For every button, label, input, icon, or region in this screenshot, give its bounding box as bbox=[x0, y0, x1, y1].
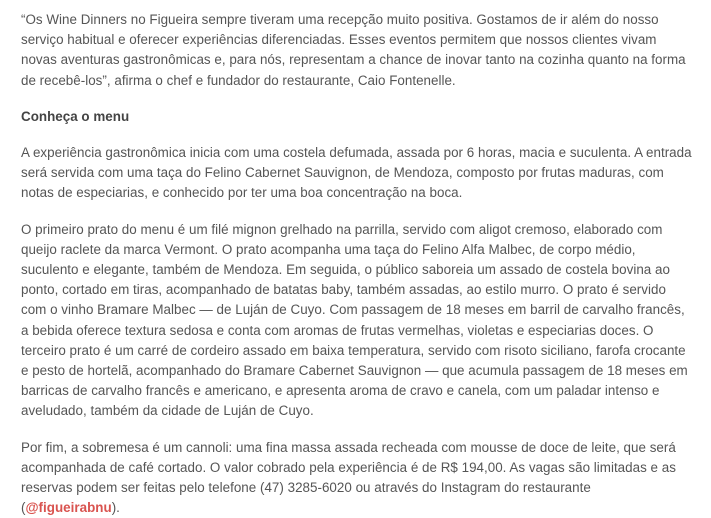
instagram-handle-link[interactable]: @figueirabnu bbox=[25, 500, 112, 516]
closing-paragraph bbox=[21, 438, 693, 518]
menu-heading: Conheça o menu bbox=[21, 108, 130, 124]
closing-text: Por fim, a sobremesa é um cannoli: uma fina massa assada recheada com mousse de doce de leite, que será acompanhada de café cortado. O valor cobrado pela experiência é de R$ 194,00. As vagas são limitadas e as reservas podem ser feitas pelo telefone (47) 3285-6020 ou através do Instagram do restaurante ( bbox=[21, 439, 676, 516]
quote-paragraph: “Os Wine Dinners no Figueira sempre tiveram uma recepção muito positiva. Gostamos de ir além do nosso serviço habitual e oferecer experiências diferenciadas. Esses eventos permitem que nossos clientes vivam novas aventuras gastronômicas e, para nós, representam a chance de inovar tanto na cozinha quanto na forma de recebê-los”, afirma o chef e fundador do restaurante, Caio Fontenelle. bbox=[21, 12, 686, 88]
intro-paragraph: A experiência gastronômica inicia com uma costela defumada, assada por 6 horas, macia e suculenta. A entrada será servida com uma taça do Felino Cabernet Sauvignon, de Mendoza, composto por frutas maduras, com notas de especiarias, e conhecido por ter uma boa concentração na boca. bbox=[21, 145, 692, 201]
closing-suffix: ). bbox=[111, 500, 120, 516]
courses-paragraph: O primeiro prato do menu é um filé mignon grelhado na parrilla, servido com aligot cremoso, elaborado com queijo raclete da marca Vermont. O prato acompanha uma taça do Felino Alfa Malbec, de corpo médio, suculento e elegante, também de Mendoza. Em seguida, o público saboreia um assado de costela bovina ao ponto, cortado em tiras, acompanhado de batatas baby, também assadas, ao estilo murro. O prato é servido com o vinho Bramare Malbec — de Luján de Cuyo. Com passagem de 18 meses em barril de carvalho francês, a bebida oferece textura sedosa e conta com aromas de frutas vermelhas, violetas e especiarias doces. O terceiro prato é um carré de cordeiro assado em baixa temperatura, servido com risoto siciliano, farofa crocante e pesto de hortelã, acompanhado do Bramare Cabernet Sauvignon — que acumula passagem de 18 meses em barricas de carvalho francês e americano, e apresenta aroma de cravo e canela, com um paladar intenso e aveludado, também da cidade de Luján de Cuyo. bbox=[21, 221, 688, 419]
